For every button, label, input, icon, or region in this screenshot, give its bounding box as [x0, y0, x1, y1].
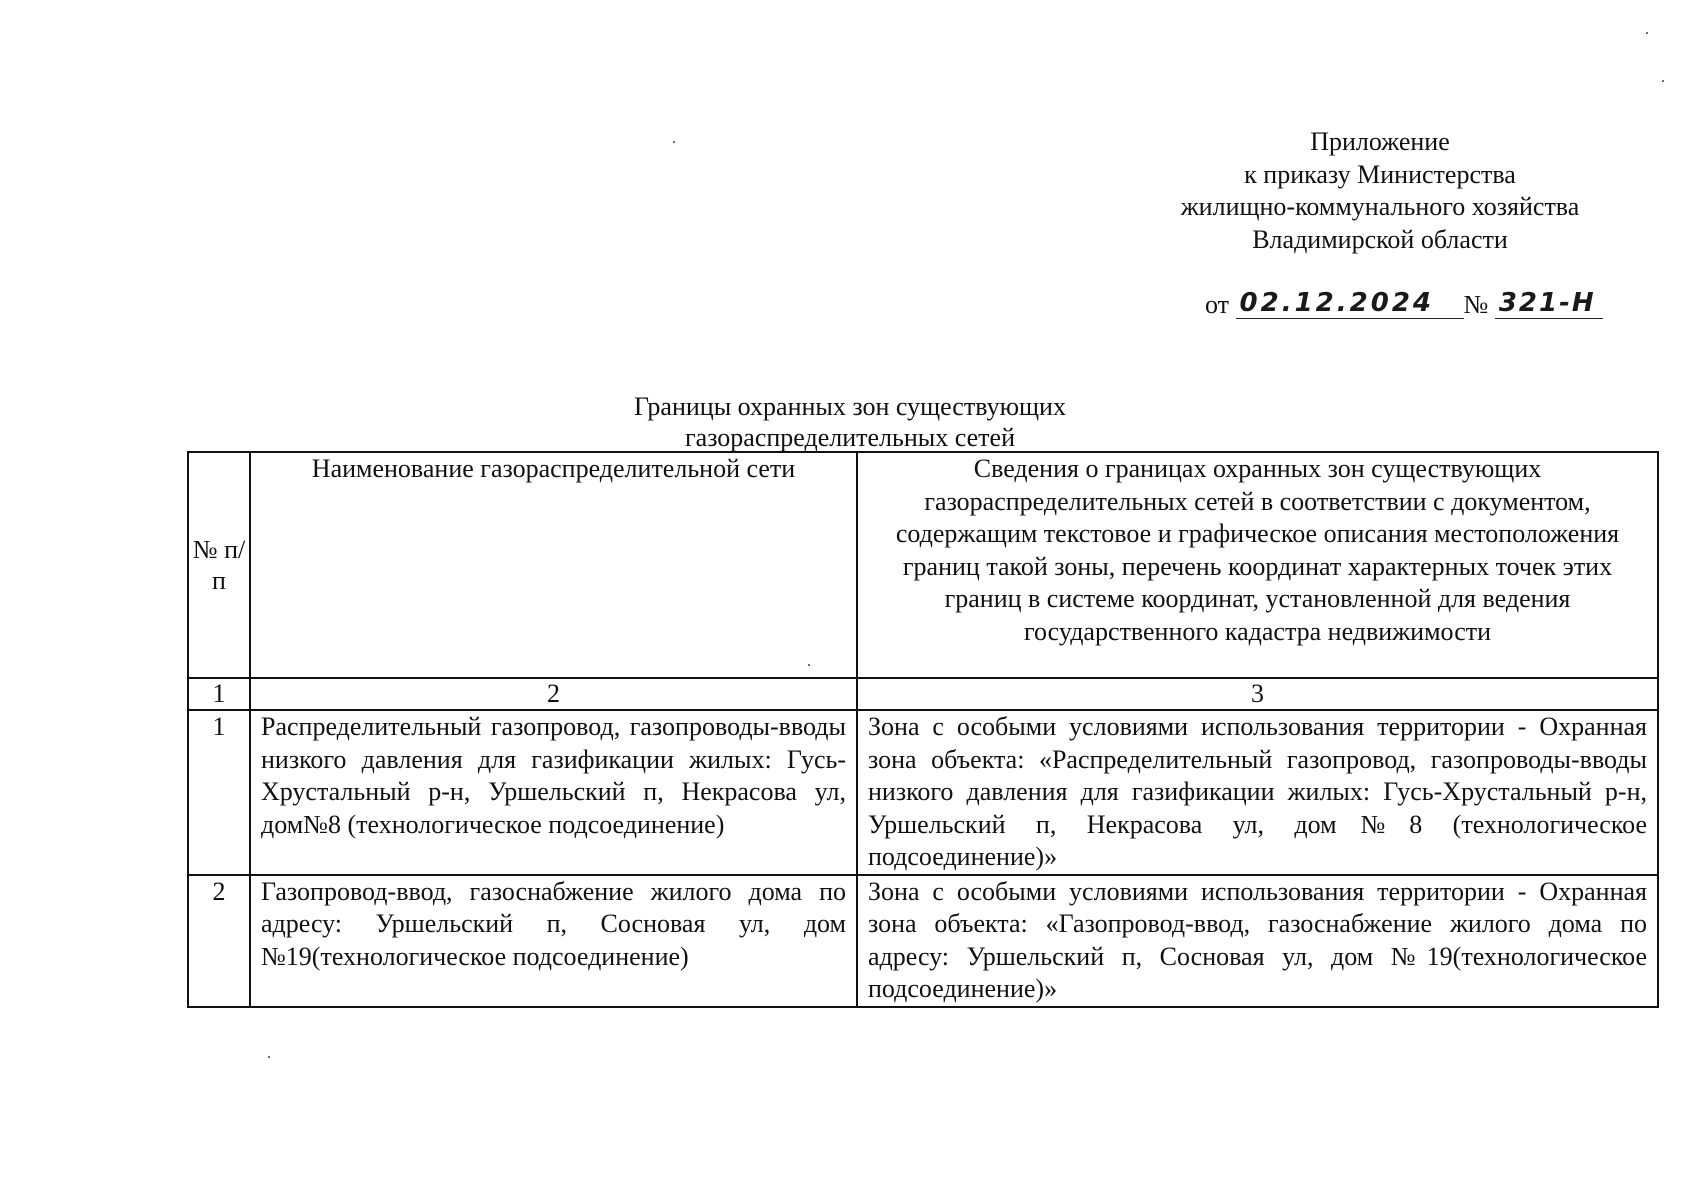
row-number: 2: [188, 875, 250, 1007]
order-prefix: от: [1205, 290, 1230, 319]
appendix-line: Владимирской области: [1252, 224, 1508, 254]
appendix-line: жилищно-коммунального хозяйства: [1180, 192, 1580, 221]
table-row: [188, 710, 1658, 875]
header-cell-zone-info: Сведения о границах охранных зон существующих газораспределительных сетей в соответствии с документом, содержащим текстовое и графическое описания местоположения границ такой зоны, перечень координат характерных точек этих границ в системе координат, установленной для ведения государственного кадастра недвижимости: [857, 452, 1658, 678]
appendix-header: [1130, 126, 1630, 256]
column-index-row: [188, 678, 1658, 710]
scan-speck: [1646, 32, 1648, 34]
table-header-row: [188, 452, 1658, 678]
document-title: [560, 391, 1140, 453]
zone-info-cell: Зона с особыми условиями использования территории - Охранная зона объекта: «Распределительный газопровод, газопроводы-вводы низкого давления для газификации жилых: Гусь-Хрустальный р-н, Уршельский п, Некрасова ул, дом№8 (технологическое подсоединение)»: [857, 710, 1658, 875]
appendix-line: к приказу Министерства: [1244, 159, 1516, 189]
column-index-cell: 3: [857, 678, 1658, 710]
scan-speck: [268, 1056, 270, 1058]
order-number-sign: №: [1463, 290, 1489, 319]
protection-zones-table: [187, 451, 1659, 1008]
order-reference: [1205, 290, 1603, 321]
scan-speck: [1662, 80, 1664, 82]
column-index-cell: 2: [250, 678, 857, 710]
order-number-handwritten: 321-Н: [1495, 288, 1603, 319]
network-name-cell: Распределительный газопровод, газопроводы-вводы низкого давления для газификации жилых: Гусь-Хрустальный р-н, Уршельский п, Некрасова ул, дом№8 (технологическое подсоединение): [250, 710, 857, 875]
header-cell-number: № п/п: [188, 452, 250, 678]
appendix-line: Приложение: [1310, 127, 1450, 156]
order-date-handwritten: 02.12.2024: [1236, 288, 1464, 319]
title-line-2: газораспределительных сетей: [684, 423, 1015, 452]
zone-info-cell: Зона с особыми условиями использования территории - Охранная зона объекта: «Газопровод-ввод, газоснабжение жилого дома по адресу: Уршельский п, Сосновая ул, дом №19(технологическое подсоединение)»: [857, 875, 1658, 1007]
table-row: [188, 875, 1658, 1007]
row-number: 1: [188, 710, 250, 875]
title-line-1: Границы охранных зон существующих: [634, 392, 1066, 421]
network-name-cell: Газопровод-ввод, газоснабжение жилого дома по адресу: Уршельский п, Сосновая ул, дом №19(технологическое подсоединение): [250, 875, 857, 1007]
scan-speck: [673, 141, 675, 143]
header-cell-name: Наименование газораспределительной сети: [250, 452, 857, 678]
column-index-cell: 1: [188, 678, 250, 710]
scan-speck: [808, 664, 810, 666]
